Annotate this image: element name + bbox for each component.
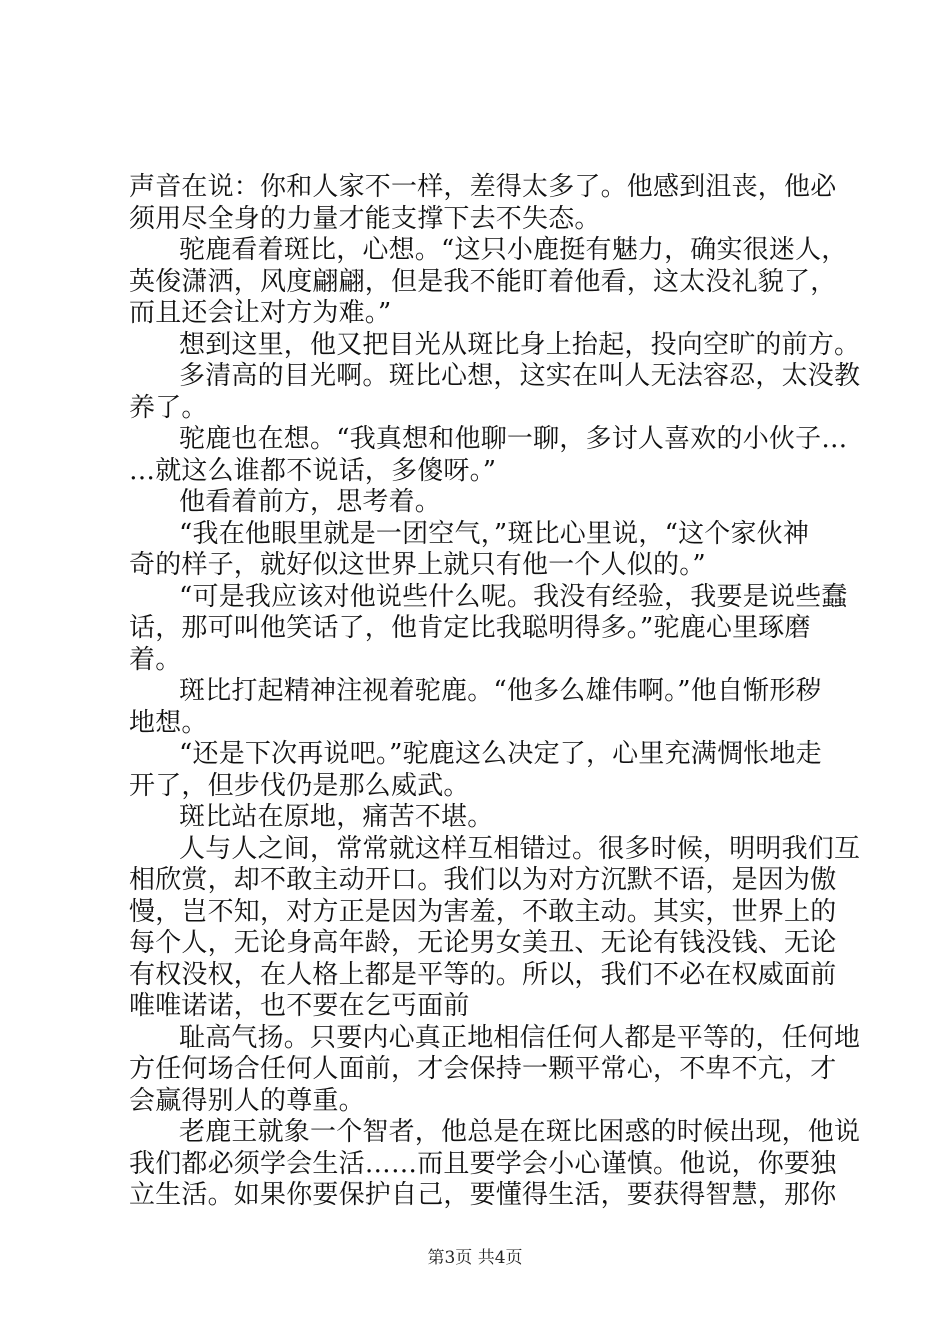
text-line: “我在他眼里就是一团空气，”斑比心里说，“这个家伙神 [179, 518, 810, 549]
text-line: 老鹿王就象一个智者，他总是在斑比困惑的时候出现，他说 [179, 1117, 861, 1147]
text-line: 会赢得别人的尊重。 [129, 1085, 365, 1116]
text-line: 耻高气扬。只要内心真正地相信任何人都是平等的，任何地 [179, 1022, 861, 1053]
text-line: 地想。 [129, 707, 208, 738]
page-footer: 第3页 共4页 [427, 1248, 523, 1268]
text-line: “可是我应该对他说些什么呢。我没有经验，我要是说些蠢 [179, 581, 848, 612]
text-line: 他看着前方，思考着。 [179, 487, 442, 517]
text-line: 奇的样子，就好似这世界上就只有他一个人似的。” [129, 550, 706, 580]
text-line: 相欣赏，却不敢主动开口。我们以为对方沉默不语，是因为傲 [129, 865, 837, 895]
text-line: 斑比打起精神注视着驼鹿。“他多么雄伟啊。”他自惭形秽 [179, 676, 822, 706]
text-line: 声音在说：你和人家不一样，差得太多了。他感到沮丧，他必 [129, 172, 837, 202]
text-line: 驼鹿看着斑比，心想。“这只小鹿挺有魅力，确实很迷人， [179, 235, 848, 265]
document-body [129, 172, 861, 1212]
text-line: 而且还会让对方为难。” [129, 298, 392, 328]
text-line: “还是下次再说吧。”驼鹿这么决定了，心里充满惆怅地走 [179, 739, 822, 769]
text-line: 人与人之间，常常就这样互相错过。很多时候，明明我们互 [179, 833, 861, 864]
text-line: 慢，岂不知，对方正是因为害羞，不敢主动。其实，世界上的 [129, 896, 837, 927]
text-line: 立生活。如果你要保护自己，要懂得生活，要获得智慧，那你 [129, 1180, 837, 1210]
text-line: 须用尽全身的力量才能支撑下去不失态。 [129, 203, 601, 234]
text-line: 养了。 [129, 392, 208, 423]
text-line: 唯唯诺诺，也不要在乞丐面前 [129, 991, 470, 1021]
text-line: 斑比站在原地，痛苦不堪。 [179, 802, 494, 832]
text-line: 方任何场合任何人面前，才会保持一颗平常心，不卑不亢，才 [129, 1054, 837, 1084]
text-line: 多清高的目光啊。斑比心想，这实在叫人无法容忍，太没教 [179, 361, 861, 391]
text-line: …就这么谁都不说话，多傻呀。” [129, 455, 497, 486]
text-line: 英俊潇洒，风度翩翩，但是我不能盯着他看，这太没礼貌了， [129, 266, 837, 297]
text-line: 话，那可叫他笑话了，他肯定比我聪明得多。”驼鹿心里琢磨 [129, 613, 811, 643]
text-line: 着。 [129, 644, 182, 675]
text-line: 想到这里，他又把目光从斑比身上抬起，投向空旷的前方。 [179, 329, 861, 360]
text-line: 有权没权，在人格上都是平等的。所以，我们不必在权威面前 [129, 959, 837, 990]
text-line: 每个人，无论身高年龄，无论男女美丑、无论有钱没钱、无论 [129, 928, 837, 958]
text-line: 开了，但步伐仍是那么威武。 [129, 770, 470, 801]
text-line: 驼鹿也在想。“我真想和他聊一聊，多讨人喜欢的小伙子… [179, 424, 848, 454]
text-line: 我们都必须学会生活……而且要学会小心谨慎。他说，你要独 [129, 1148, 837, 1179]
